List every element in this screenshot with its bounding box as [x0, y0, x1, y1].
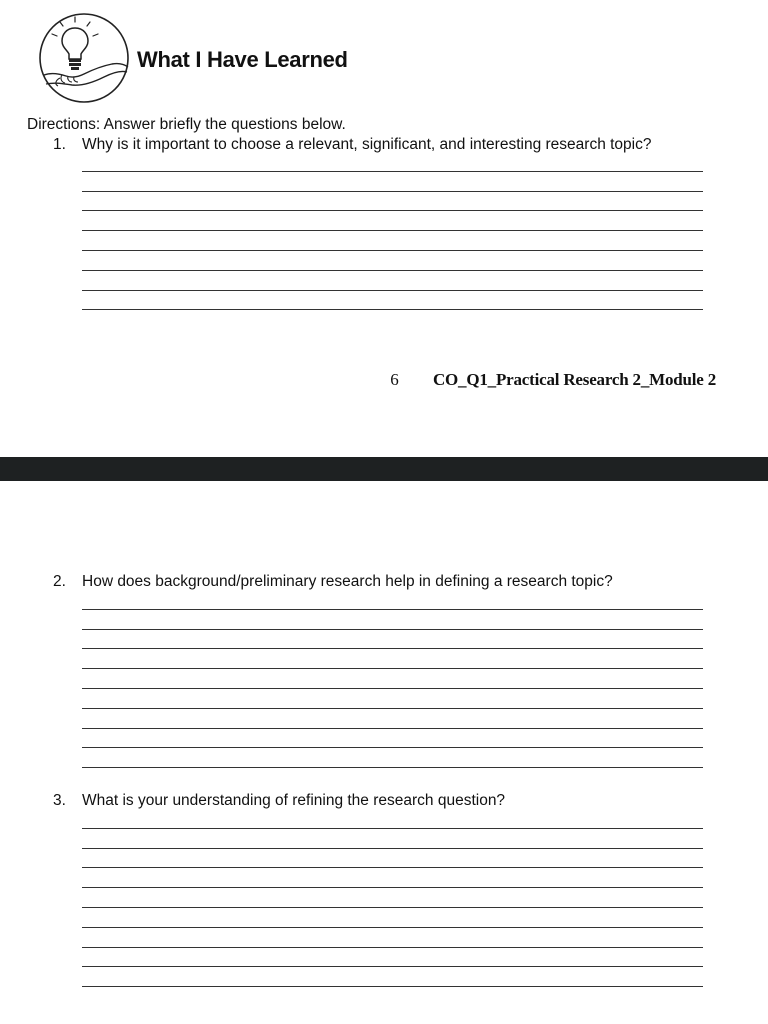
answer-line[interactable] — [82, 689, 703, 709]
question-number: 2. — [53, 573, 66, 590]
answer-line[interactable] — [82, 967, 703, 987]
answer-line[interactable] — [82, 251, 703, 271]
question-number: 3. — [53, 792, 66, 809]
answer-line[interactable] — [82, 172, 703, 192]
answer-line[interactable] — [82, 152, 703, 172]
page-number: 6 — [390, 370, 399, 389]
answer-line[interactable] — [82, 669, 703, 689]
module-label: CO_Q1_Practical Research 2_Module 2 — [432, 370, 716, 389]
answer-lines-2[interactable] — [82, 590, 703, 768]
answer-line[interactable] — [82, 231, 703, 251]
answer-line[interactable] — [82, 829, 703, 849]
question-number: 1. — [53, 136, 66, 153]
page-footer — [390, 370, 716, 390]
page-divider — [0, 457, 768, 481]
answer-line[interactable] — [82, 709, 703, 729]
answer-line[interactable] — [82, 649, 703, 669]
answer-line[interactable] — [82, 908, 703, 928]
question-text: How does background/preliminary research help in defining a research topic? — [82, 573, 613, 590]
section-title: What I Have Learned — [137, 47, 348, 72]
answer-line[interactable] — [82, 849, 703, 869]
answer-lines-3[interactable] — [82, 809, 703, 987]
answer-lines-1[interactable] — [82, 152, 703, 310]
answer-line[interactable] — [82, 748, 703, 768]
answer-line[interactable] — [82, 809, 703, 829]
answer-line[interactable] — [82, 590, 703, 610]
question-text: What is your understanding of refining the research question? — [82, 792, 506, 809]
question-text: Why is it important to choose a relevant, significant, and interesting research topic? — [82, 136, 652, 153]
answer-line[interactable] — [82, 928, 703, 948]
answer-line[interactable] — [82, 291, 703, 311]
answer-line[interactable] — [82, 271, 703, 291]
answer-line[interactable] — [82, 948, 703, 968]
answer-line[interactable] — [82, 211, 703, 231]
answer-line[interactable] — [82, 868, 703, 888]
lightbulb-in-hand-icon — [38, 12, 130, 104]
answer-line[interactable] — [82, 192, 703, 212]
answer-line[interactable] — [82, 610, 703, 630]
directions-text: Directions: Answer briefly the questions below. — [27, 116, 346, 133]
answer-line[interactable] — [82, 888, 703, 908]
answer-line[interactable] — [82, 630, 703, 650]
answer-line[interactable] — [82, 729, 703, 749]
